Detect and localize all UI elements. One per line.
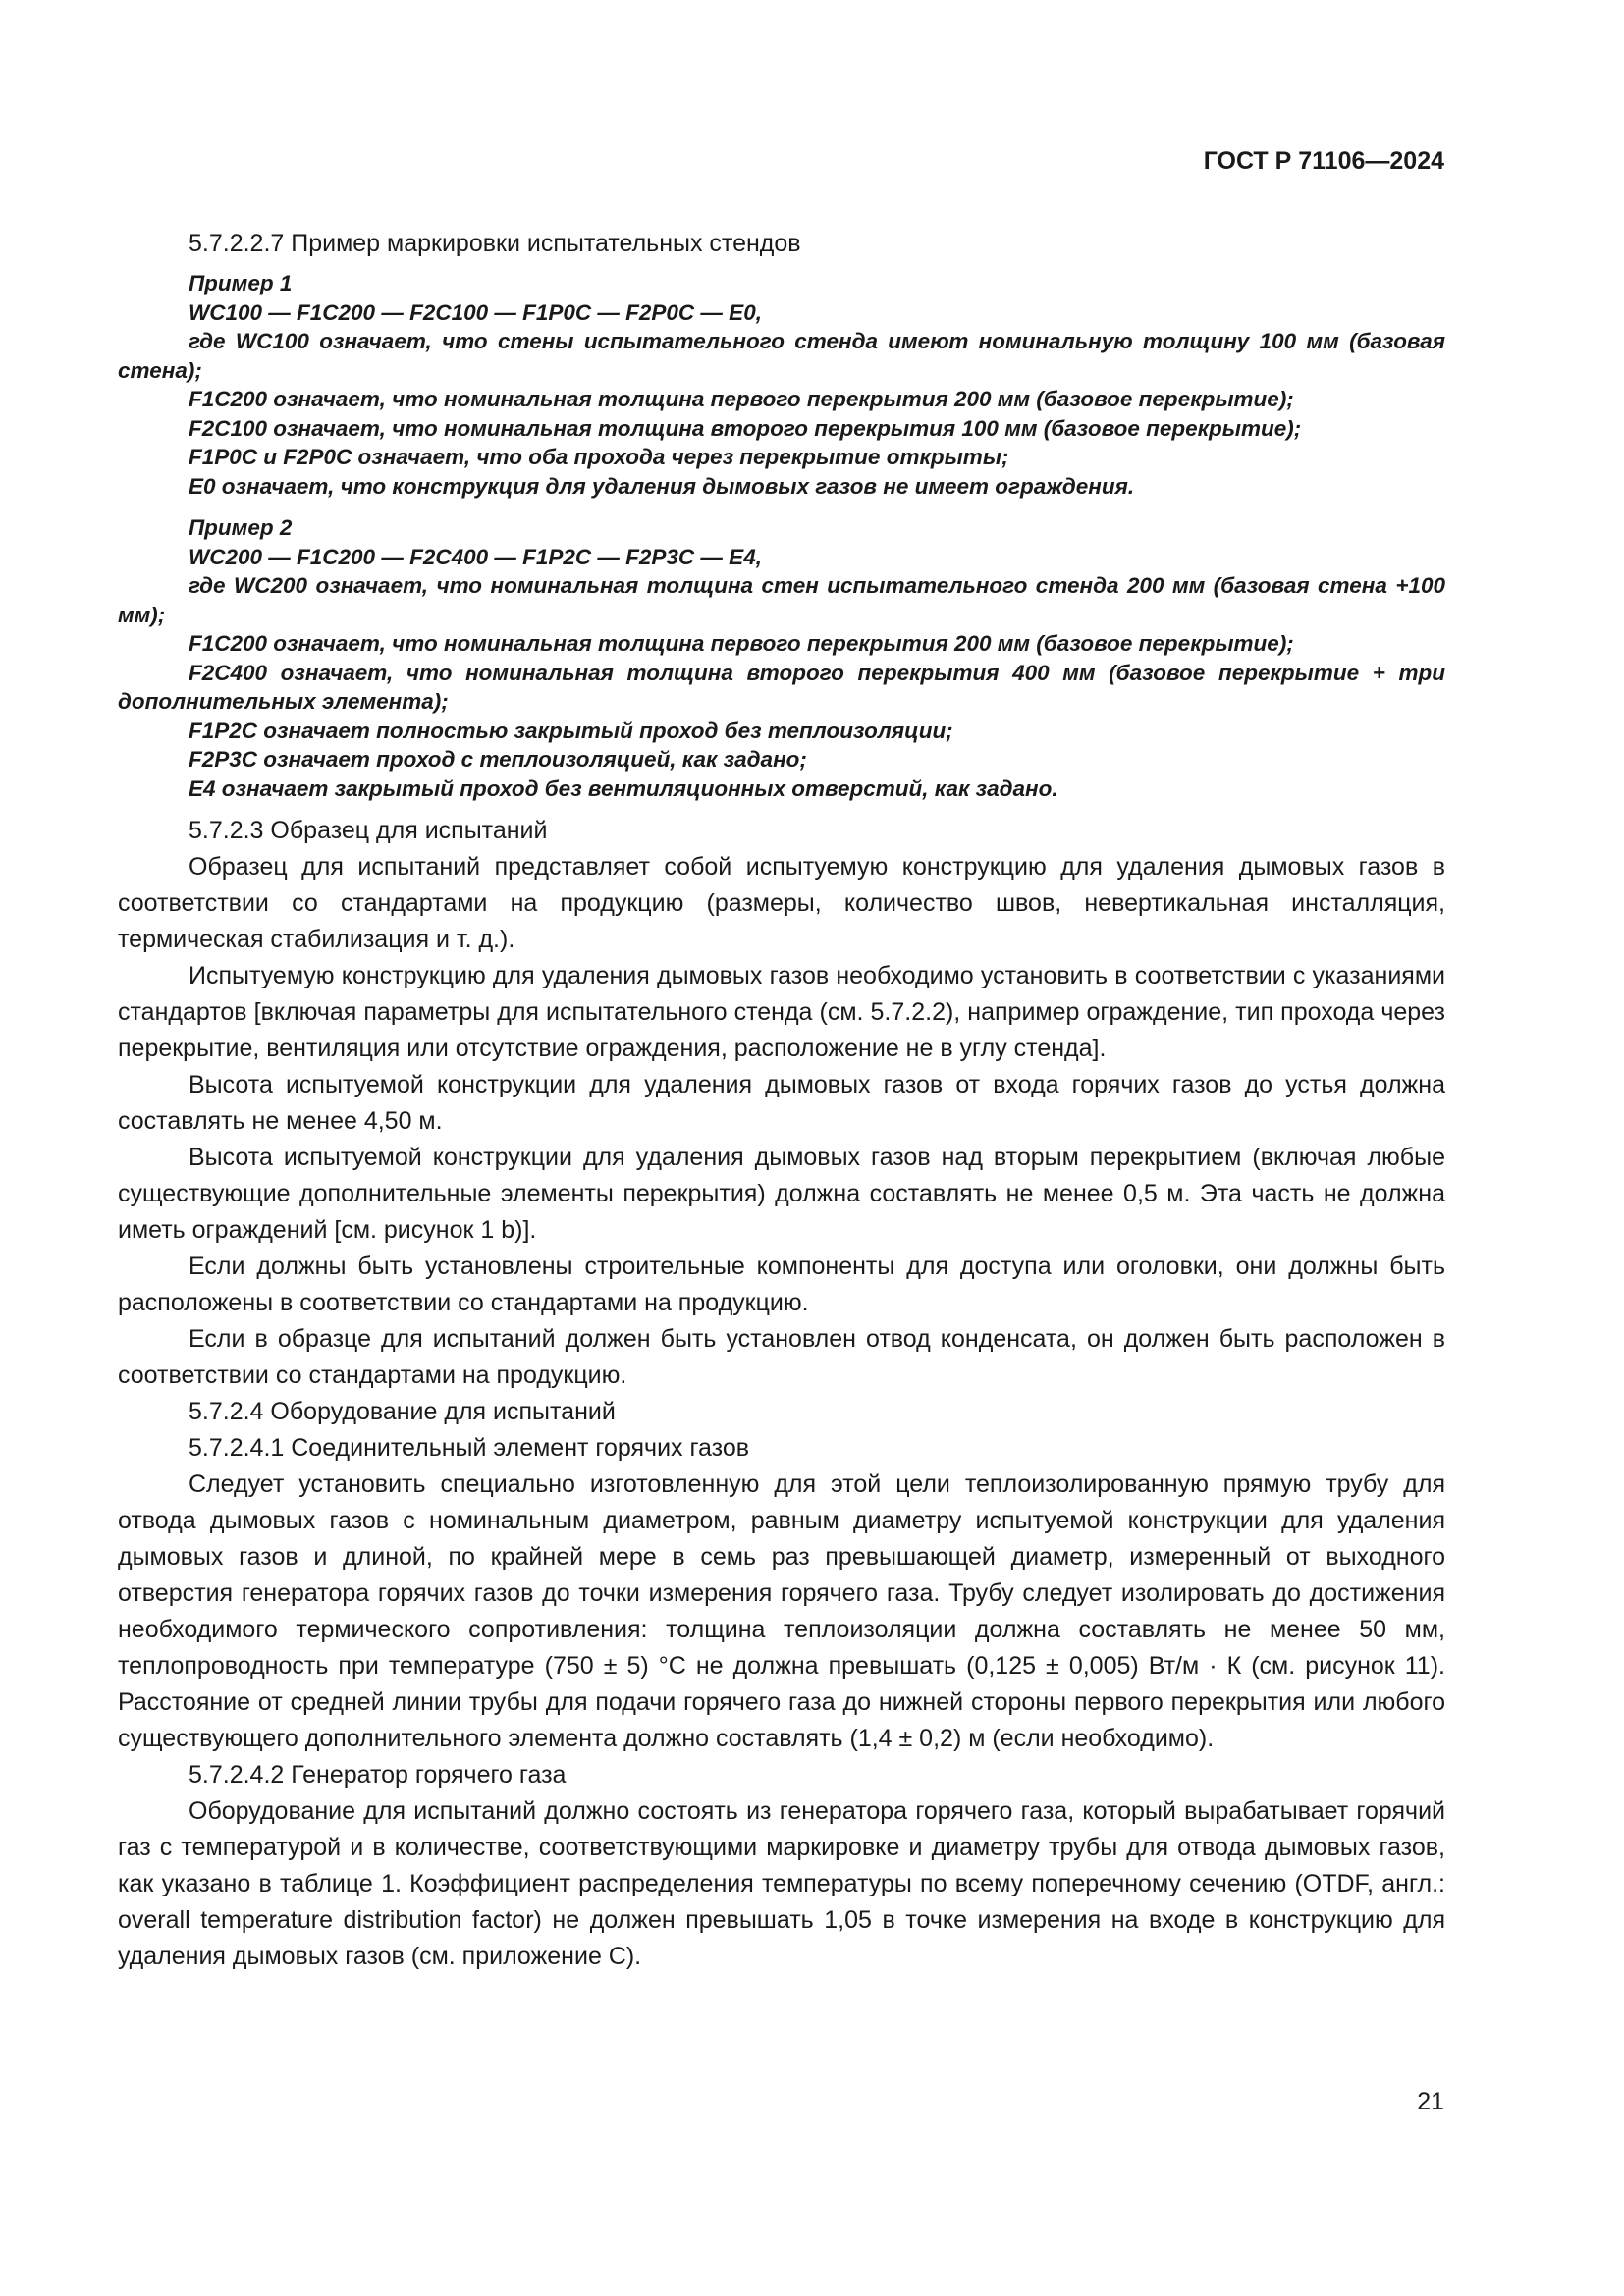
example-title: Пример 1 xyxy=(189,271,293,295)
body-paragraph: Если должны быть установлены строительные компоненты для доступа или оголовки, они должны быть расположены в соответствии со стандартами на продукцию. xyxy=(118,1253,1445,1316)
body-paragraph: Высота испытуемой конструкции для удаления дымовых газов от входа горячих газов до устья должна составлять не менее 4,50 м. xyxy=(118,1071,1445,1135)
body-paragraph: Если в образце для испытаний должен быть установлен отвод конденсата, он должен быть расположен в соответствии со стандартами на продукцию. xyxy=(118,1325,1445,1389)
body-paragraph: Испытуемую конструкцию для удаления дымовых газов необходимо установить в соответствии с указаниями стандартов [включая параметры для испытательного стенда (см. 5.7.2.2), например ограждение, тип прохода через перекрытие, вентиляция или отсутствие ограждения, расположение не в углу стенда]. xyxy=(118,962,1445,1062)
page-number: 21 xyxy=(1417,2088,1444,2115)
example-2 xyxy=(118,513,1445,803)
body-paragraph: Образец для испытаний представляет собой испытуемую конструкцию для удаления дымовых газов в соответствии со стандартами на продукцию (размеры, количество швов, невертикальная инсталляция, термическая стабилизация и т. д.). xyxy=(118,853,1445,953)
example-1 xyxy=(118,269,1445,501)
example-line: F1P2C означает полностью закрытый проход без теплоизоляции; xyxy=(189,718,953,743)
body-paragraph: Следует установить специально изготовленную для этой цели теплоизолированную прямую трубу для отвода дымовых газов с номинальным диаметром, равным диаметру испытуемой конструкции для удаления дымовых газов и длиной, по крайней мере в семь раз превышающей диаметр, измеренный от выходного отверстия генератора горячих газов до точки измерения горячего газа. Трубу следует изолировать до достижения необходимого термического сопротивления: толщина теплоизоляции должна составлять не менее 50 мм, теплопроводность при температуре (750 ± 5) °C не должна превышать (0,125 ± 0,005) Вт/м · К (см. рисунок 11). Расстояние от средней линии трубы для подачи горячего газа до нижней стороны первого перекрытия или любого существующего дополнительного элемента должно составлять (1,4 ± 0,2) м (если необходимо). xyxy=(118,1470,1445,1752)
body-paragraph: Оборудование для испытаний должно состоять из генератора горячего газа, который вырабатывает горячий газ с температурой и в количестве, соответствующими маркировке и диаметру трубы для отвода дымовых газов, как указано в таблице 1. Коэффициент распределения температуры по всему поперечному сечению (OTDF, англ.: overall temperature distribution factor) не должен превышать 1,05 в точке измерения на входе в конструкцию для удаления дымовых газов (см. приложение С). xyxy=(118,1797,1445,1970)
body-paragraph: Высота испытуемой конструкции для удаления дымовых газов над вторым перекрытием (включая любые существующие дополнительные элементы перекрытия) должна составлять не менее 0,5 м. Эта часть не должна иметь ограждений [см. рисунок 1 b)]. xyxy=(118,1144,1445,1244)
example-title: Пример 2 xyxy=(189,515,293,540)
clause-heading-5-7-2-4-2: 5.7.2.4.2 Генератор горячего газа xyxy=(189,1761,567,1789)
example-line: F1P0C и F2P0C означает, что оба прохода через перекрытие открыты; xyxy=(189,445,1009,469)
example-line: F2C400 означает, что номинальная толщина второго перекрытия 400 мм (базовое перекрытие + три дополнительных элемента); xyxy=(118,660,1445,714)
example-line: F2C100 означает, что номинальная толщина второго перекрытия 100 мм (базовое перекрытие); xyxy=(189,415,1302,441)
example-line: F1C200 означает, что номинальная толщина первого перекрытия 200 мм (базовое перекрытие); xyxy=(189,387,1294,411)
example-line: F1C200 означает, что номинальная толщина первого перекрытия 200 мм (базовое перекрытие); xyxy=(189,631,1294,656)
page-body xyxy=(118,226,1445,1975)
example-line: E0 означает, что конструкция для удаления дымовых газов не имеет ограждения. xyxy=(189,473,1135,499)
clause-heading-5-7-2-2-7: 5.7.2.2.7 Пример маркировки испытательных стендов xyxy=(189,230,801,257)
clause-heading-5-7-2-4: 5.7.2.4 Оборудование для испытаний xyxy=(189,1398,616,1425)
example-line: F2P3C означает проход с теплоизоляцией, как задано; xyxy=(189,747,807,772)
clause-heading-5-7-2-3: 5.7.2.3 Образец для испытаний xyxy=(189,817,548,844)
example-line: E4 означает закрытый проход без вентиляционных отверстий, как задано. xyxy=(189,775,1058,801)
example-line: где WC200 означает, что номинальная толщина стен испытательного стенда 200 мм (базовая стена +100 мм); xyxy=(118,573,1445,627)
document-code: ГОСТ Р 71106—2024 xyxy=(1203,147,1444,175)
example-code: WC200 — F1C200 — F2C400 — F1P2C — F2P3C — E4, xyxy=(189,544,762,569)
example-code: WC100 — F1C200 — F2C100 — F1P0C — F2P0C — E0, xyxy=(189,299,762,325)
clause-heading-5-7-2-4-1: 5.7.2.4.1 Соединительный элемент горячих газов xyxy=(189,1434,750,1462)
example-line: где WC100 означает, что стены испытательного стенда имеют номинальную толщину 100 мм (базовая стена); xyxy=(118,329,1445,383)
